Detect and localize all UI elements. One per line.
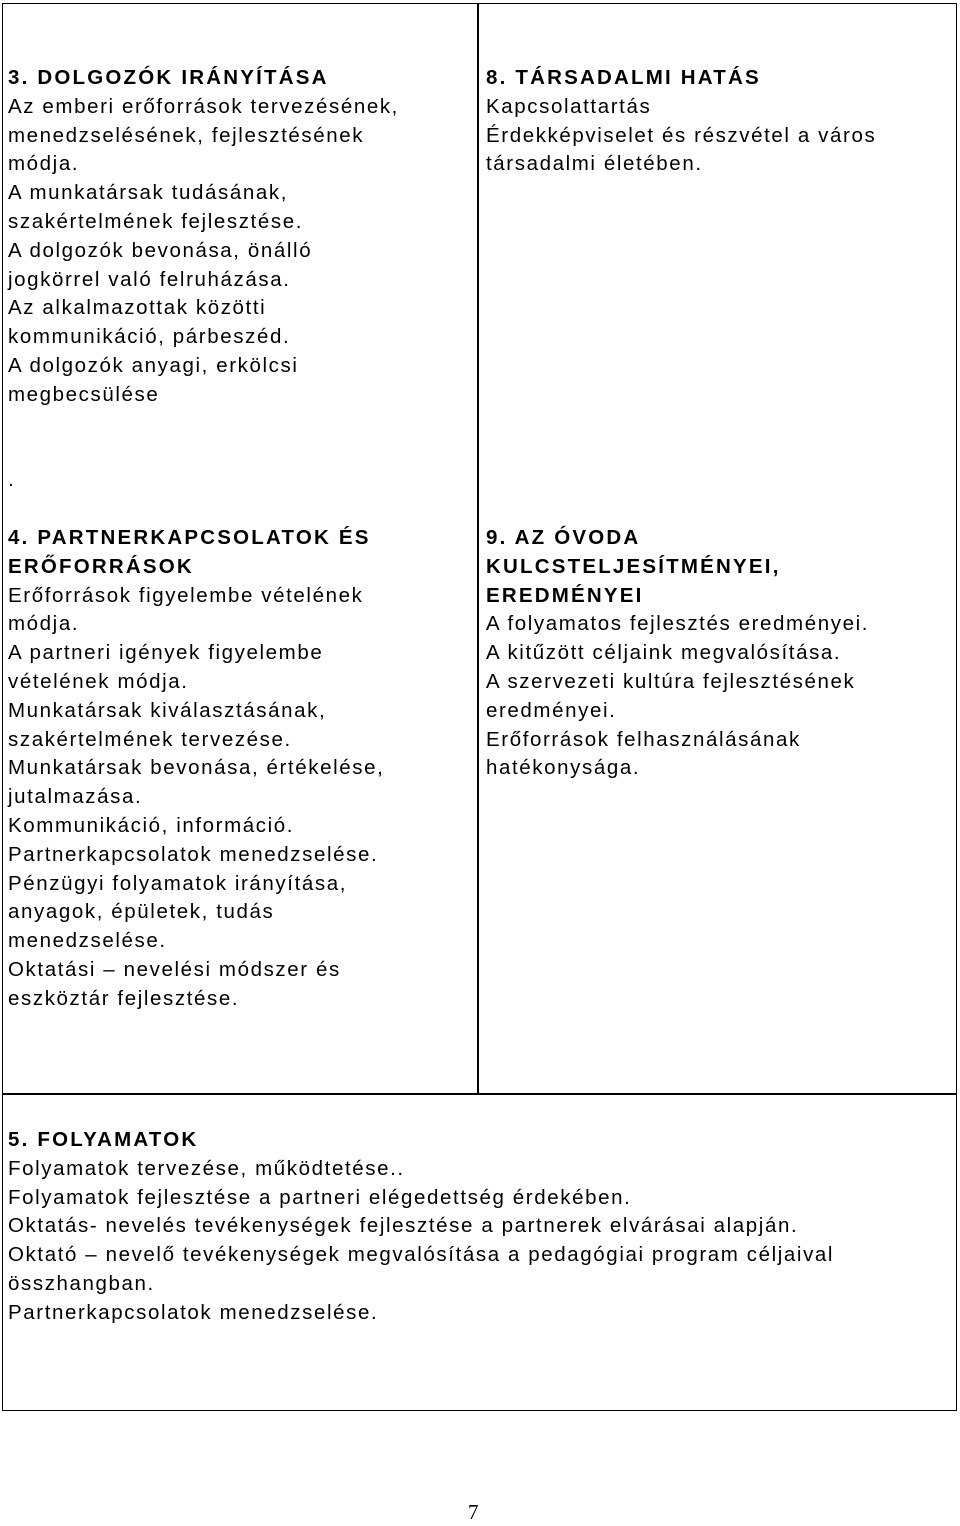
section-4-heading: 4. PARTNERKAPCSOLATOK ÉS <box>8 526 371 549</box>
section-4-line: szakértelmének tervezése. <box>8 727 292 751</box>
section-3-line: módja. <box>8 152 80 176</box>
section-8-line: társadalmi életében. <box>486 152 703 176</box>
section-3-line: A dolgozók anyagi, erkölcsi <box>8 353 299 377</box>
trailing-period: . <box>8 468 16 491</box>
section-4-line: Munkatársak kiválasztásának, <box>8 698 327 722</box>
section-4-line: Partnerkapcsolatok menedzselése. <box>8 842 379 866</box>
section-9-line: A szervezeti kultúra fejlesztésének <box>486 669 856 693</box>
section-5-line: összhangban. <box>8 1271 155 1295</box>
section-4-line: Kommunikáció, információ. <box>8 813 295 837</box>
section-3-line: Az alkalmazottak közötti <box>8 296 267 320</box>
section-9-line: eredményei. <box>486 698 617 722</box>
section-4-line: Erőforrások figyelembe vételének <box>8 583 364 607</box>
section-5-line: Oktató – nevelő tevékenységek megvalósítása a pedagógiai program céljaival <box>8 1243 835 1267</box>
section-4-partnerkapcsolatok <box>8 524 384 1014</box>
section-3-dolgozok-iranyitasa <box>8 64 399 410</box>
section-3-line: menedzselésének, fejlesztésének <box>8 123 365 147</box>
section-8-tarsadalmi-hatas <box>486 64 876 179</box>
section-3-trailing-period <box>8 466 15 495</box>
section-9-line: A kitűzött céljaink megvalósítása. <box>486 641 842 665</box>
section-3-line: megbecsülése <box>8 382 160 406</box>
section-5-line: Oktatás- nevelés tevékenységek fejlesztése a partnerek elvárásai alapján. <box>8 1214 799 1238</box>
section-3-line: jogkörrel való felruházása. <box>8 267 291 291</box>
section-3-line: A dolgozók bevonása, önálló <box>8 238 313 262</box>
section-9-heading: KULCSTELJESÍTMÉNYEI, <box>486 554 781 578</box>
section-3-line: Az emberi erőforrások tervezésének, <box>8 94 399 118</box>
section-5-folyamatok <box>8 1126 834 1328</box>
section-8-line: Érdekképviselet és részvétel a város <box>486 123 877 147</box>
section-4-line: Pénzügyi folyamatok irányítása, <box>8 871 348 895</box>
section-5-line: Folyamatok tervezése, működtetése.. <box>8 1156 405 1180</box>
section-3-heading: 3. DOLGOZÓK IRÁNYÍTÁSA <box>8 66 329 89</box>
section-9-line: Erőforrások felhasználásának <box>486 727 801 751</box>
section-8-line: Kapcsolattartás <box>486 94 652 118</box>
section-9-line: A folyamatos fejlesztés eredményei. <box>486 612 870 636</box>
section-4-line: Munkatársak bevonása, értékelése, <box>8 756 385 780</box>
section-4-line: Oktatási – nevelési módszer és <box>8 957 341 981</box>
section-9-ovoda-kulcsteljesitmenyei <box>486 524 869 783</box>
section-4-line: eszköztár fejlesztése. <box>8 986 240 1010</box>
section-4-heading: ERŐFORRÁSOK <box>8 554 194 578</box>
section-5-heading: 5. FOLYAMATOK <box>8 1128 199 1151</box>
section-9-line: hatékonysága. <box>486 756 641 780</box>
section-8-heading: 8. TÁRSADALMI HATÁS <box>486 66 761 89</box>
section-4-line: anyagok, épületek, tudás <box>8 900 275 924</box>
section-4-line: A partneri igények figyelembe <box>8 641 324 665</box>
section-4-line: vételének módja. <box>8 669 189 693</box>
section-5-line: Folyamatok fejlesztése a partneri elégedettség érdekében. <box>8 1185 632 1209</box>
section-3-line: kommunikáció, párbeszéd. <box>8 325 291 349</box>
section-3-line: A munkatársak tudásának, <box>8 181 288 205</box>
page-number: 7 <box>468 1500 479 1524</box>
section-4-line: módja. <box>8 612 80 636</box>
section-4-line: menedzselése. <box>8 929 167 953</box>
section-3-line: szakértelmének fejlesztése. <box>8 209 304 233</box>
section-5-line: Partnerkapcsolatok menedzselése. <box>8 1300 379 1324</box>
section-9-heading: EREDMÉNYEI <box>486 583 644 607</box>
section-9-heading: 9. AZ ÓVODA <box>486 526 641 549</box>
section-4-line: jutalmazása. <box>8 785 143 809</box>
